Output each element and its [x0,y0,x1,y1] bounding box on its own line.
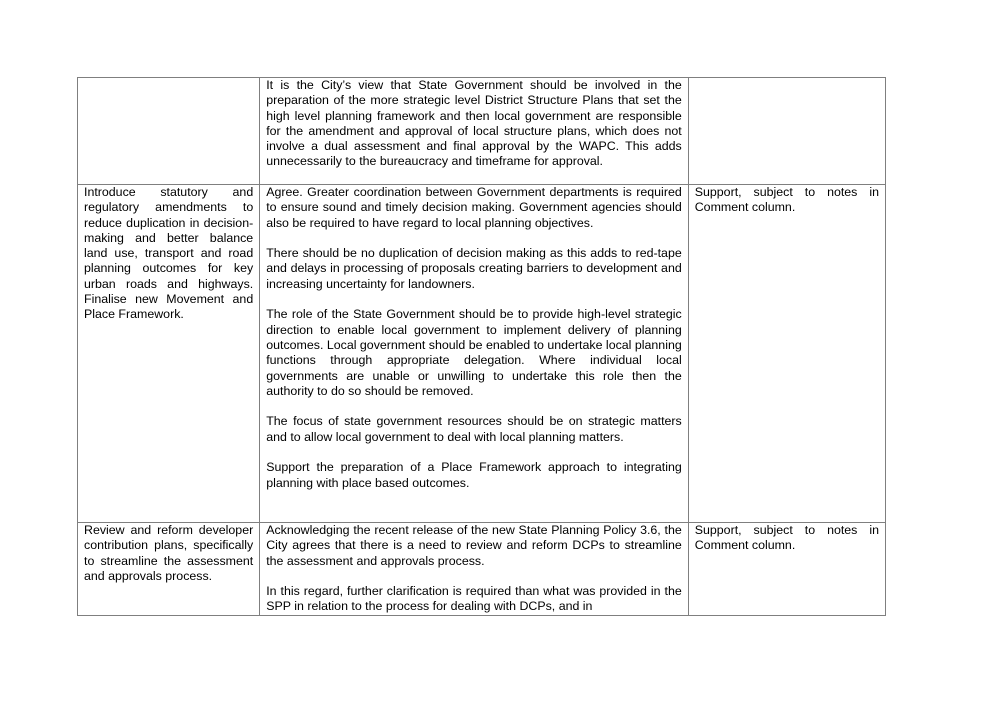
comment-paragraph: Acknowledging the recent release of the new State Planning Policy 3.6, the City agrees that there is a need to review and reform DCPs to streamline the assessment and approvals process. [266,523,682,568]
comment-paragraph: It is the City’s view that State Government should be involved in the preparation of the more strategic level District Structure Plans that set the high level planning framework and then local government are responsible for the amendment and approval of local structure plans, which does not involve a dual assessment and final approval by the WAPC. This adds unnecessarily to the bureaucracy and timeframe for approval. [266,78,682,169]
proposal-cell: Review and reform developer contribution plans, specifically to streamline the assessment and approvals process. [78,523,260,616]
comment-cell [260,185,689,523]
comment-cell [260,523,689,616]
comment-cell [260,78,689,185]
comment-paragraph: There should be no duplication of decision making as this adds to red-tape and delays in processing of proposals creating barriers to development and increasing uncertainty for landowners. [266,246,682,291]
comment-paragraph: The role of the State Government should be to provide high-level strategic direction to enable local government to implement delivery of planning outcomes. Local government should be enabled to undertake local planning functions through appropriate delegation. Where individual local governments are unable or unwilling to undertake this role then the authority to do so should be removed. [266,307,682,398]
table-row [78,185,886,523]
table-row [78,523,886,616]
position-cell [688,78,885,185]
comment-paragraph: Support the preparation of a Place Framework approach to integrating planning with place based outcomes. [266,460,682,490]
comment-paragraph: The focus of state government resources should be on strategic matters and to allow local government to deal with local planning matters. [266,414,682,444]
position-cell: Support, subject to notes in Comment column. [688,523,885,616]
comment-paragraph: In this regard, further clarification is required than what was provided in the SPP in relation to the process for dealing with DCPs, and in [266,584,682,614]
position-cell: Support, subject to notes in Comment column. [688,185,885,523]
table-row [78,78,886,185]
submission-table [77,77,886,616]
proposal-cell: Introduce statutory and regulatory amendments to reduce duplication in decision-making and better balance land use, transport and road planning outcomes for key urban roads and highways. Finalise new Movement and Place Framework. [78,185,260,523]
comment-paragraph: Agree. Greater coordination between Government departments is required to ensure sound and timely decision making. Government agencies should also be required to have regard to local planning objectives. [266,185,682,230]
proposal-cell [78,78,260,185]
